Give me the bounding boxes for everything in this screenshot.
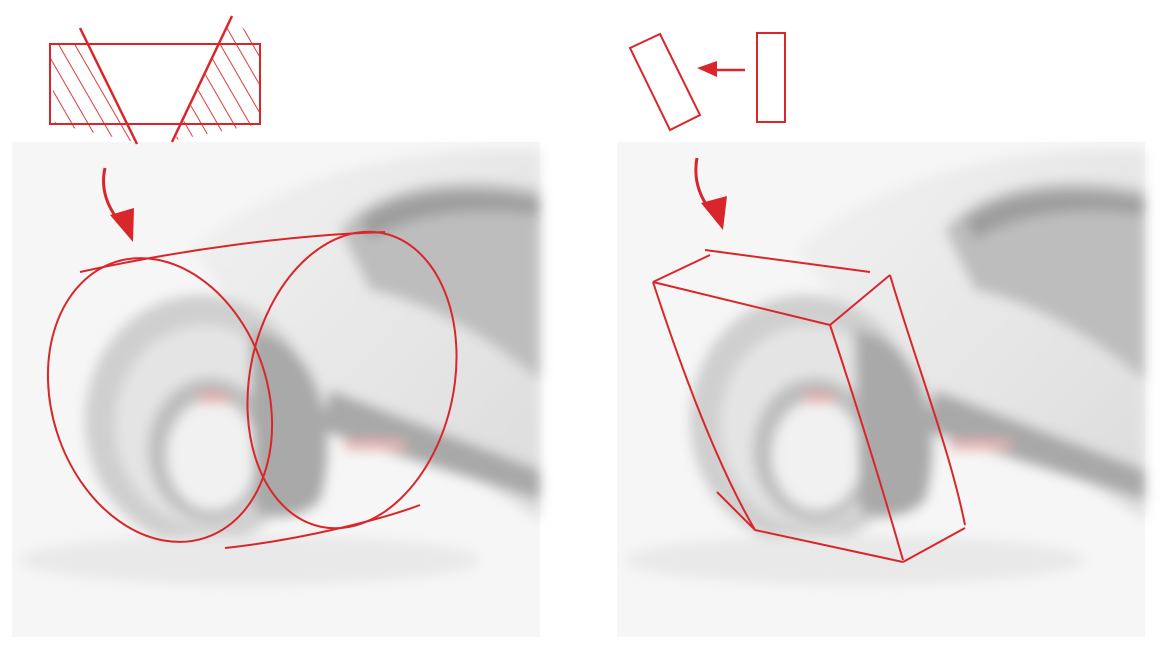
sketch-guide-rectangles <box>630 33 785 130</box>
left-illustration <box>0 0 560 651</box>
right-panel <box>605 0 1165 651</box>
rotated-rectangle <box>630 34 700 130</box>
left-panel <box>0 0 560 651</box>
sketch-guide-trapezoid <box>50 16 260 144</box>
upright-rectangle <box>757 33 785 122</box>
sketch-arrow-left <box>697 61 745 77</box>
right-illustration <box>605 0 1165 651</box>
